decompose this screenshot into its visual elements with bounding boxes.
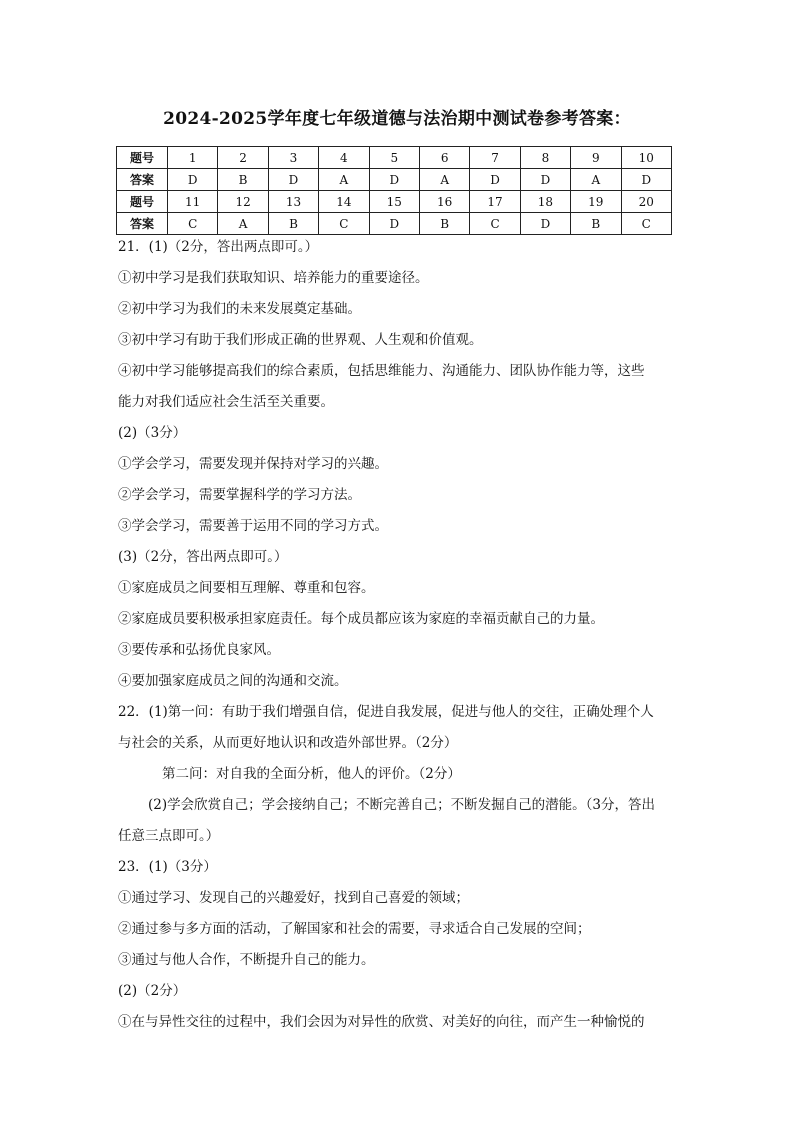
table-cell: 2 xyxy=(218,147,268,169)
row-header: 题号 xyxy=(117,191,168,213)
table-cell: 11 xyxy=(168,191,218,213)
row-header: 题号 xyxy=(117,147,168,169)
answer-line: ②通过参与多方面的活动，了解国家和社会的需要，寻求适合自己发展的空间； xyxy=(118,921,591,937)
table-cell: C xyxy=(621,213,671,235)
answer-line: 能力对我们适应社会生活至关重要。 xyxy=(118,394,334,410)
answer-text xyxy=(118,232,678,1038)
answer-line: 21．(1)（2分，答出两点即可。） xyxy=(118,239,319,255)
answer-line: (2)（2分） xyxy=(118,983,187,999)
answer-line: ③要传承和弘扬优良家风。 xyxy=(118,642,280,658)
answer-line: ④要加强家庭成员之间的沟通和交流。 xyxy=(118,673,348,689)
table-cell: 20 xyxy=(621,191,671,213)
answer-line: ①通过学习、发现自己的兴趣爱好，找到自己喜爱的领域； xyxy=(118,890,469,906)
table-cell: 14 xyxy=(319,191,369,213)
table-cell: 13 xyxy=(268,191,318,213)
answer-line: ③学会学习，需要善于运用不同的学习方式。 xyxy=(118,518,388,534)
table-cell: 3 xyxy=(268,147,318,169)
table-cell: 9 xyxy=(571,147,621,169)
answer-line: (3)（2分，答出两点即可。） xyxy=(118,549,288,565)
table-cell: 12 xyxy=(218,191,268,213)
answer-table-row xyxy=(117,191,672,213)
table-cell: A xyxy=(419,169,469,191)
answer-line: ③通过与他人合作，不断提升自己的能力。 xyxy=(118,952,375,968)
answer-line: ①学会学习，需要发现并保持对学习的兴趣。 xyxy=(118,456,388,472)
table-cell: 10 xyxy=(621,147,671,169)
table-cell: A xyxy=(571,169,621,191)
answer-line: ②学会学习，需要掌握科学的学习方法。 xyxy=(118,487,361,503)
table-cell: 5 xyxy=(369,147,419,169)
table-cell: A xyxy=(218,213,268,235)
table-cell: D xyxy=(470,169,520,191)
answer-line: ④初中学习能够提高我们的综合素质，包括思维能力、沟通能力、团队协作能力等，这些 xyxy=(118,363,645,379)
table-cell: C xyxy=(319,213,369,235)
answer-table-body xyxy=(117,147,672,235)
table-cell: D xyxy=(168,169,218,191)
table-cell: B xyxy=(218,169,268,191)
table-cell: D xyxy=(621,169,671,191)
row-header: 答案 xyxy=(117,213,168,235)
table-cell: D xyxy=(520,213,570,235)
answer-line: (2)学会欣赏自己；学会接纳自己；不断完善自己；不断发掘自己的潜能。（3分，答出 xyxy=(148,797,655,813)
table-cell: C xyxy=(470,213,520,235)
table-cell: 7 xyxy=(470,147,520,169)
table-cell: A xyxy=(319,169,369,191)
answer-line: ③初中学习有助于我们形成正确的世界观、人生观和价值观。 xyxy=(118,332,483,348)
table-cell: D xyxy=(369,213,419,235)
answer-table-row xyxy=(117,169,672,191)
answer-line: 任意三点即可。） xyxy=(118,828,220,844)
answer-table-row xyxy=(117,147,672,169)
table-cell: 18 xyxy=(520,191,570,213)
table-cell: B xyxy=(571,213,621,235)
answer-line: ①初中学习是我们获取知识、培养能力的重要途径。 xyxy=(118,270,429,286)
table-cell: B xyxy=(419,213,469,235)
table-cell: 8 xyxy=(520,147,570,169)
table-cell: C xyxy=(168,213,218,235)
table-cell: 6 xyxy=(419,147,469,169)
answer-line: 23．(1)（3分） xyxy=(118,859,217,875)
answer-table xyxy=(116,146,672,235)
table-cell: D xyxy=(268,169,318,191)
answer-line: (2)（3分） xyxy=(118,425,187,441)
table-cell: D xyxy=(369,169,419,191)
table-cell: 4 xyxy=(319,147,369,169)
answer-line: ②初中学习为我们的未来发展奠定基础。 xyxy=(118,301,361,317)
table-cell: 16 xyxy=(419,191,469,213)
answer-line: 与社会的关系，从而更好地认识和改造外部世界。（2分） xyxy=(118,735,458,751)
table-cell: 19 xyxy=(571,191,621,213)
answer-line: 第二问：对自我的全面分析，他人的评价。（2分） xyxy=(162,766,461,782)
answer-line: 22．(1)第一问：有助于我们增强自信，促进自我发展，促进与他人的交往，正确处理个人 xyxy=(118,704,654,720)
answer-line: ①在与异性交往的过程中，我们会因为对异性的欣赏、对美好的向往，而产生一种愉悦的 xyxy=(118,1014,645,1030)
row-header: 答案 xyxy=(117,169,168,191)
table-cell: 17 xyxy=(470,191,520,213)
table-cell: 15 xyxy=(369,191,419,213)
page-title: 2024-2025学年度七年级道德与法治期中测试卷参考答案： xyxy=(163,109,631,129)
table-cell: B xyxy=(268,213,318,235)
answer-line: ②家庭成员要积极承担家庭责任。每个成员都应该为家庭的幸福贡献自己的力量。 xyxy=(118,611,604,627)
answer-line: ①家庭成员之间要相互理解、尊重和包容。 xyxy=(118,580,375,596)
table-cell: D xyxy=(520,169,570,191)
table-cell: 1 xyxy=(168,147,218,169)
